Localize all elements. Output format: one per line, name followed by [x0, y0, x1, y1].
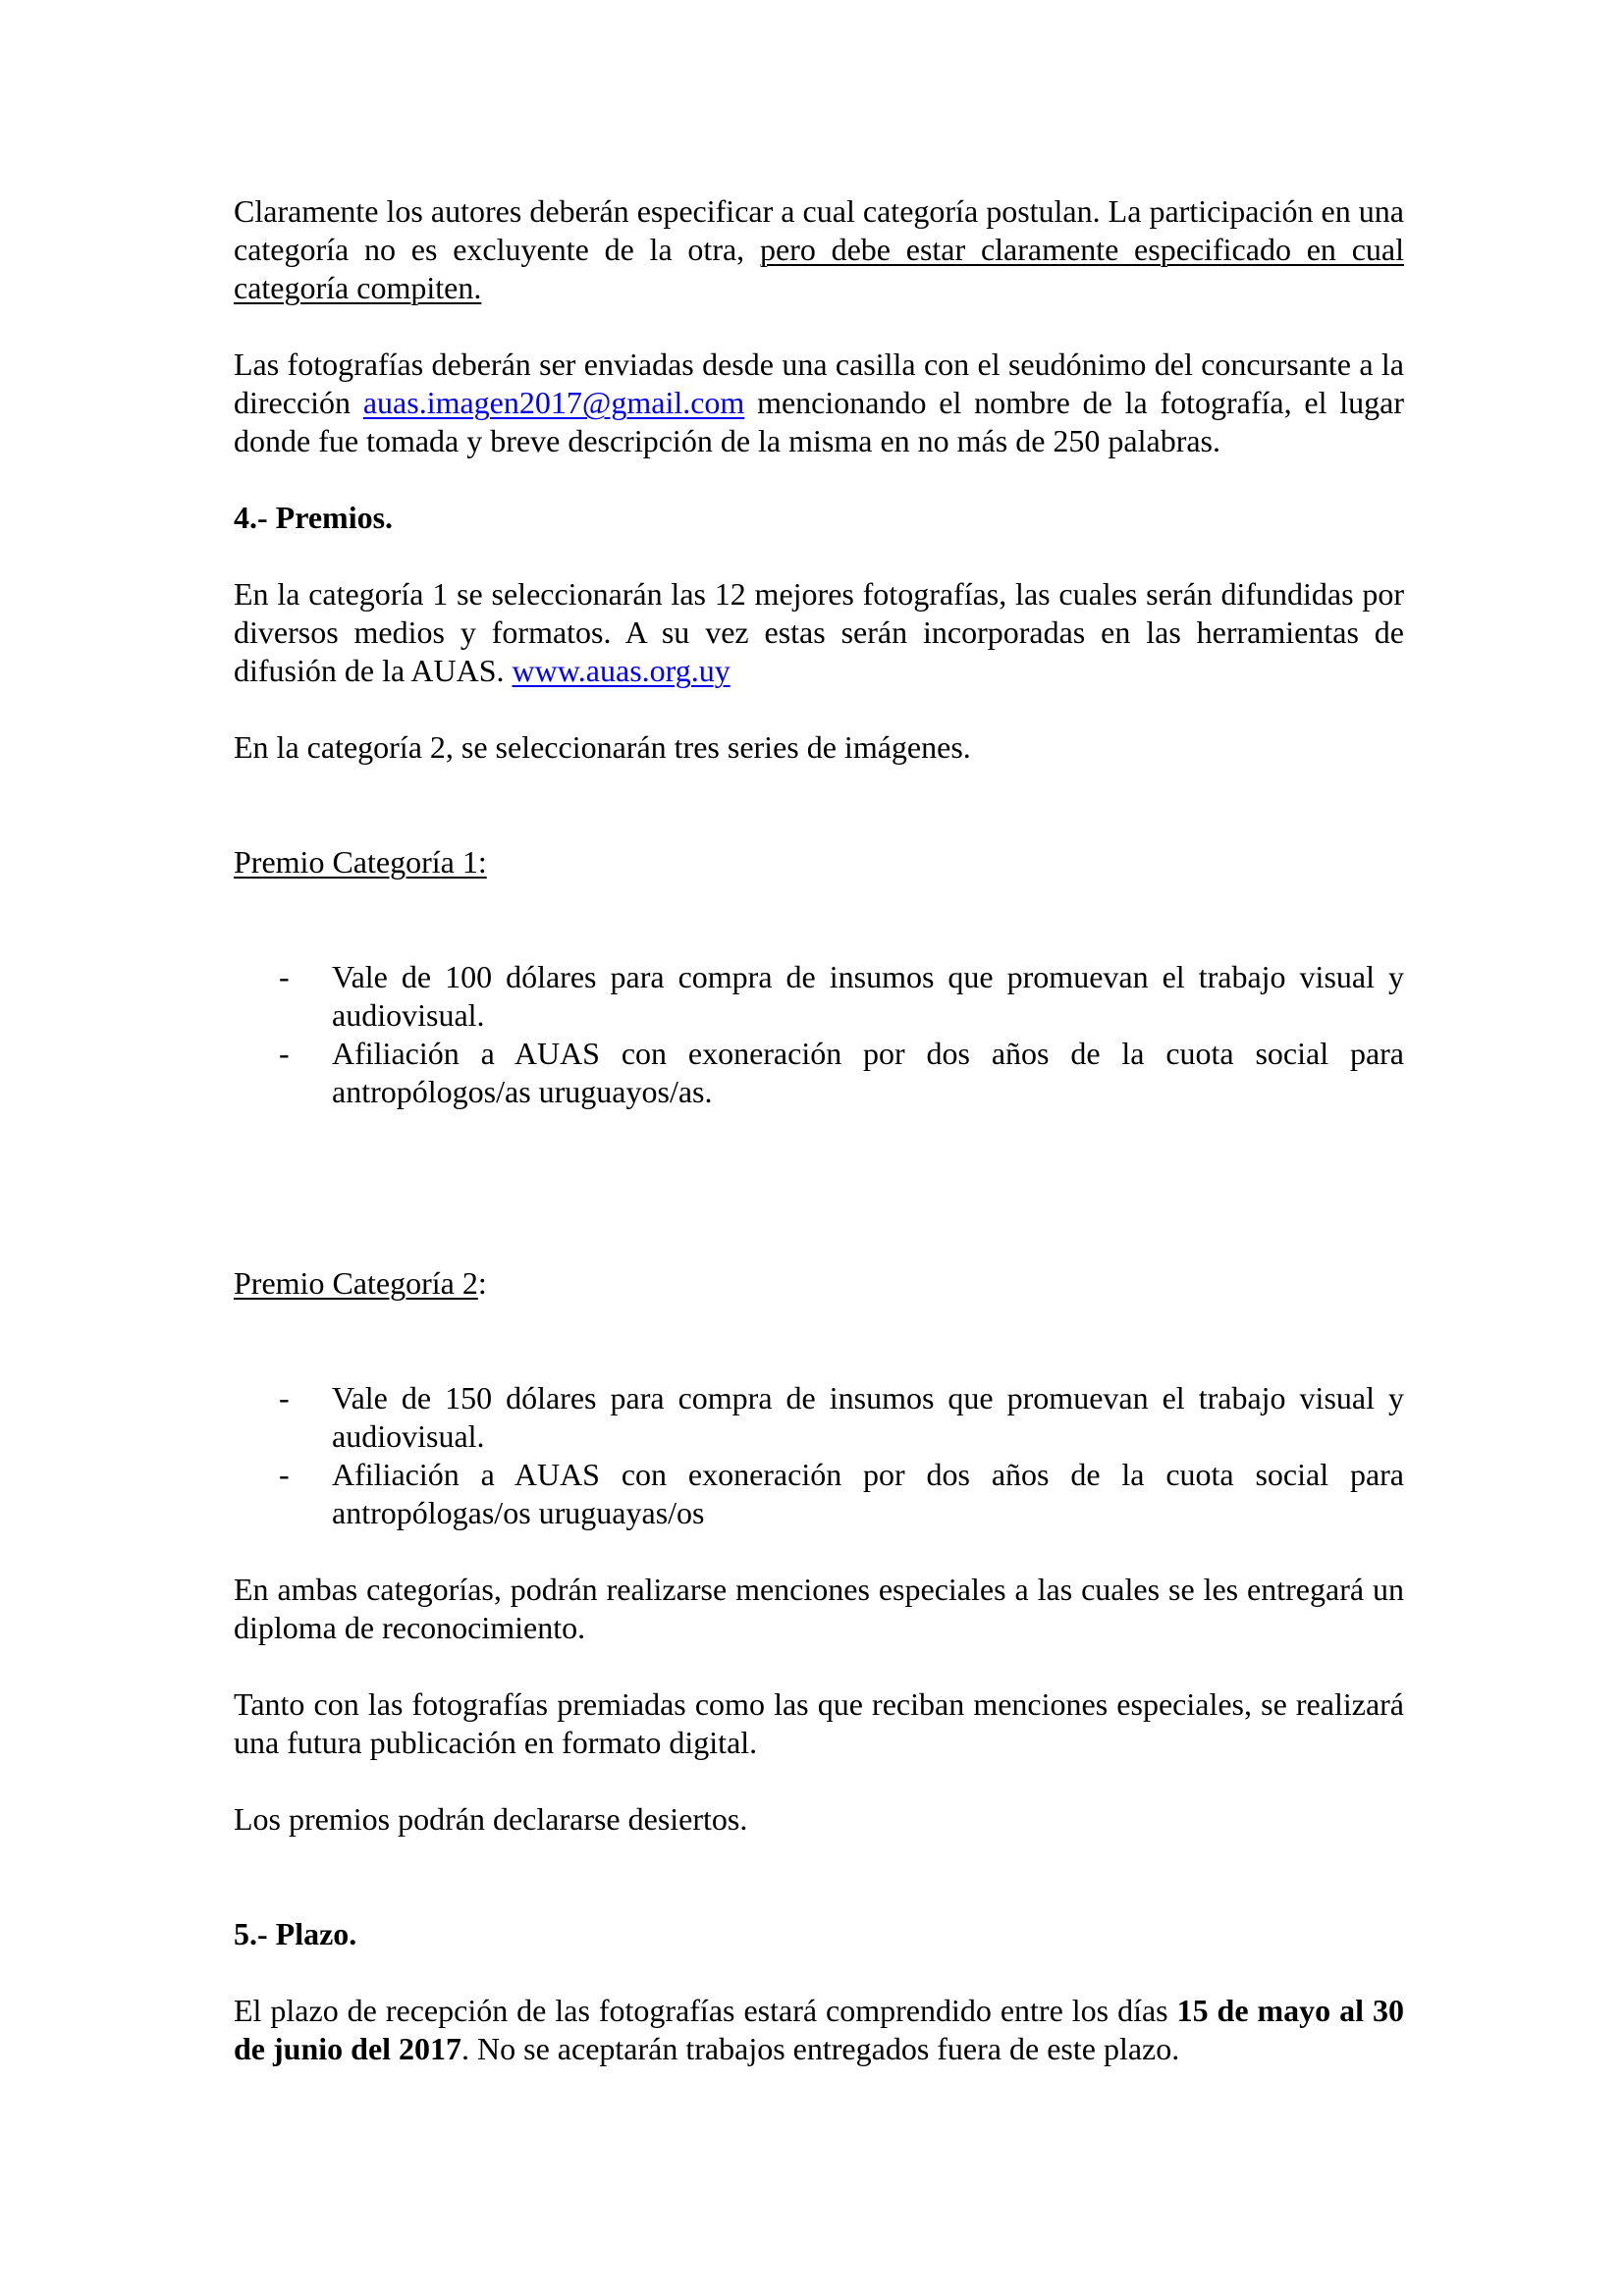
bullet-dash: - [279, 1380, 290, 1415]
section-heading-premios: 4.- Premios. [234, 500, 394, 535]
paragraph-category-specification [234, 192, 1404, 307]
paragraph-category-1 [234, 575, 1404, 690]
text-run: En la categoría 1 se seleccionarán las 12 mejores fotografías, las cuales serán difundidas por diversos medios y formatos. A su vez estas serán incorporadas en las herramientas de difusión de la AUAS. [234, 576, 1404, 688]
text-run: Claramente los autores deberán especificar a cual categoría postulan. La participación en una categoría no es excluyente de la otra, [234, 193, 1404, 267]
list-item [234, 958, 1404, 1035]
underlined-text: Premio Categoría 2 [234, 1265, 478, 1301]
premio-1-list [234, 958, 1404, 1111]
paragraph-deadline [234, 1992, 1404, 2068]
text-run: mencionando el nombre de la fotografía, el lugar donde fue tomada y breve descripción de la misma en no más de 250 palabras. [234, 385, 1405, 458]
premio-2-title [234, 1264, 1404, 1303]
paragraph-special-mentions: En ambas categorías, podrán realizarse menciones especiales a las cuales se les entregará un diploma de reconocimiento. [234, 1572, 1404, 1645]
email-link[interactable]: auas.imagen2017@gmail.com [362, 385, 745, 420]
list-item [234, 1456, 1404, 1532]
list-item-text: Vale de 100 dólares para compra de insumos que promuevan el trabajo visual y audiovisual. [332, 959, 1404, 1033]
bullet-dash: - [279, 1457, 290, 1492]
bullet-dash: - [279, 1036, 290, 1071]
website-link[interactable]: www.auas.org.uy [512, 653, 731, 688]
paragraph-category-2: En la categoría 2, se seleccionarán tres series de imágenes. [234, 729, 971, 765]
list-item [234, 1379, 1404, 1456]
list-item [234, 1035, 1404, 1111]
paragraph-submission [234, 346, 1404, 460]
text-run: : [477, 1265, 487, 1301]
section-heading-plazo: 5.- Plazo. [234, 1916, 357, 1951]
underlined-text: pero debe estar claramente especificado en cual categoría compiten. [234, 232, 1405, 305]
underlined-text: Premio Categoría 1: [234, 844, 487, 880]
list-item-text: Afiliación a AUAS con exoneración por dos años de la cuota social para antropólogas/os uruguayas/os [332, 1457, 1404, 1530]
paragraph-deserted: Los premios podrán declararse desiertos. [234, 1801, 748, 1837]
bullet-dash: - [279, 959, 290, 994]
text-run: Las fotografías deberán ser enviadas desde una casilla con el seudónimo del concursante a la dirección [234, 347, 1404, 420]
deadline-dates: 15 de mayo al 30 de junio del 2017 [234, 1993, 1404, 2066]
list-item-text: Afiliación a AUAS con exoneración por dos años de la cuota social para antropólogos/as uruguayos/as. [332, 1036, 1404, 1109]
premio-1-title [234, 843, 1404, 881]
list-item-text: Vale de 150 dólares para compra de insumos que promuevan el trabajo visual y audiovisual. [332, 1380, 1404, 1454]
premio-2-list [234, 1379, 1404, 1532]
text-run: El plazo de recepción de las fotografías estará comprendido entre los días [234, 1993, 1177, 2028]
paragraph-publication: Tanto con las fotografías premiadas como las que reciban menciones especiales, se realizará una futura publicación en formato digital. [234, 1686, 1404, 1760]
text-run: . No se aceptarán trabajos entregados fuera de este plazo. [461, 2031, 1180, 2066]
